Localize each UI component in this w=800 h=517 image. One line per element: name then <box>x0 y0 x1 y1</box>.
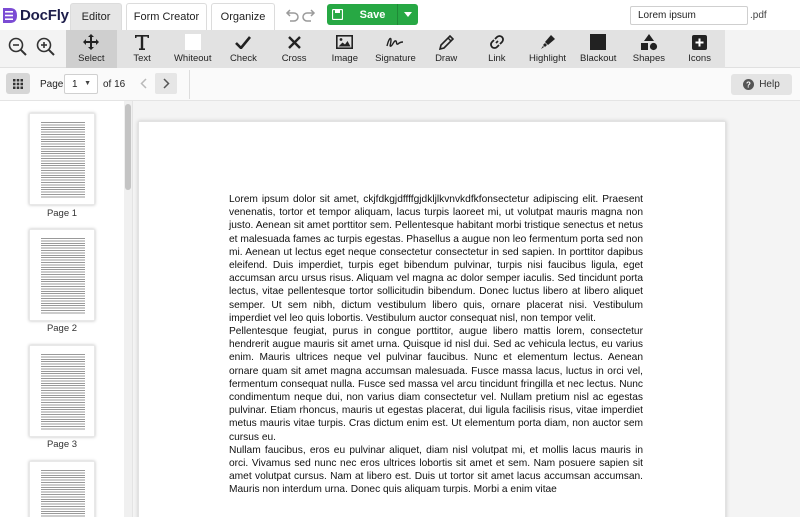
document-page[interactable] <box>138 121 726 517</box>
tool-label: Highlight <box>529 53 567 64</box>
page-label: Page <box>40 79 64 90</box>
previous-page-button[interactable] <box>132 73 154 94</box>
tool-label: Text <box>133 53 151 64</box>
tool-image[interactable] <box>319 30 370 68</box>
page-thumbnail[interactable] <box>29 345 95 437</box>
undo-icon[interactable] <box>284 7 300 23</box>
tool-label: Icons <box>688 53 711 64</box>
zoom-out-icon[interactable] <box>6 35 30 59</box>
document-text[interactable] <box>229 193 643 497</box>
tool-check[interactable] <box>218 30 269 68</box>
chevron-down-icon: ▼ <box>84 80 91 87</box>
tool-label: Blackout <box>580 53 617 64</box>
tab-editor[interactable]: Editor <box>70 3 122 30</box>
save-options-dropdown[interactable] <box>397 4 418 25</box>
page-nav-bar <box>0 68 800 101</box>
chevron-down-icon <box>404 12 412 17</box>
tool-select[interactable] <box>66 30 117 68</box>
tool-label: Check <box>229 53 257 64</box>
tool-draw[interactable] <box>421 30 472 68</box>
tab-organize[interactable]: Organize <box>211 3 275 30</box>
paragraph[interactable]: Lorem ipsum dolor sit amet, ckjfdkgjdffffgjdkljlkvnvkdfkfonsectetur adipiscing elit. Praesent venenatis, tortor et tempor aliquam, lacus turpis laoreet mi, ut volutpat mauris magna non justo. Aenean sit amet porttitor sem. Pellentesque habitant morbi tristique senectus et netus et malesuada fames ac turpis egestas. Phasellus a augue non leo fermentum porta sed non mi. Aenean ut lectus eget neque consectetur consectetur in sed sapien. In porttitor dapibus eleifend. Duis imperdiet, turpis eget bibendum pulvinar, turpis nisi faucibus ligula, eget accumsan arcu ursus risus. Aliquam vel magna ac dolor semper iaculis. Sed tincidunt porta lectus, vitae pellentesque tortor sollicitudin bibendum. Donec luctus libero at libero aliquet semper. Ut sem nibh, dictum vestibulum libero quis, ornare placerat nisi. Vestibulum imperdiet vel leo quis lobortis. Vestibulum auctor consequat nisl, non tempor velit. <box>229 194 643 324</box>
tool-link[interactable] <box>472 30 523 68</box>
thumbnail-preview <box>41 354 85 430</box>
page-thumbnail[interactable] <box>29 113 95 205</box>
redo-icon[interactable] <box>301 7 317 23</box>
thumbnail-preview <box>41 470 85 517</box>
grid-icon <box>13 79 23 89</box>
tool-label: Shapes <box>632 53 666 64</box>
save-button[interactable] <box>327 4 418 25</box>
thumbnail-grid-button[interactable] <box>6 73 30 94</box>
tool-group <box>66 30 725 68</box>
svg-text:?: ? <box>746 80 752 90</box>
tool-label: Cross <box>281 53 307 64</box>
file-extension: .pdf <box>750 10 767 21</box>
app-logo[interactable] <box>2 5 69 25</box>
page-number-select[interactable] <box>64 74 98 94</box>
thumbnail-preview <box>41 122 85 198</box>
thumbnail-preview <box>41 238 85 314</box>
zoom-in-icon[interactable] <box>34 35 58 59</box>
checkmark-icon <box>234 33 252 51</box>
chevron-left-icon <box>140 78 147 89</box>
logo-icon <box>2 7 18 24</box>
tool-whiteout[interactable] <box>167 30 218 68</box>
help-icon <box>743 79 754 90</box>
pencil-icon <box>437 33 455 51</box>
whiteout-square-icon <box>184 33 202 51</box>
tool-label: Whiteout <box>173 53 212 64</box>
current-page-value: 1 <box>72 78 78 90</box>
link-icon <box>488 33 506 51</box>
paragraph[interactable]: Pellentesque feugiat, purus in congue porttitor, augue libero mattis lorem, consectetur hendrerit augue mauris sit amet urna. Quisque id nisl dui. Sed ac vehicula lectus, eu varius enim. Mauris ultrices neque vel pulvinar faucibus. Nunc et elementum lectus. Aenean ornare quam sit amet magna accumsan malesuada. Fusce massa lacus, luctus in orci vel, fermentum consequat nulla. Fusce sed massa vel arcu tincidunt fringilla et nec lectus. Nunc condimentum neque dui, non varius diam consectetur vel. Nullam pretium nisl ac egestas pulvinar. Etiam rhoncus, mauris ut egestas placerat, dui ligula facilisis risus, vitae imperdiet metus mauris vitae turpis. Cras dictum enim est. Ut elementum porta diam, non auctor sem cursus eu. <box>229 326 643 443</box>
app-name: DocFly <box>20 6 69 24</box>
thumbnail-sidebar <box>0 101 133 517</box>
plus-box-icon <box>691 33 709 51</box>
save-icon <box>327 4 348 25</box>
tool-label: Signature <box>375 53 416 64</box>
save-label: Save <box>359 8 386 21</box>
tool-label: Image <box>331 53 358 64</box>
next-page-button[interactable] <box>155 73 177 94</box>
tool-label: Select <box>78 53 105 64</box>
tool-blackout[interactable] <box>573 30 624 68</box>
tool-bar <box>0 30 800 68</box>
blackout-square-icon <box>589 33 607 51</box>
page-thumbnail[interactable] <box>29 229 95 321</box>
thumbnail-label: Page 1 <box>46 208 78 219</box>
thumbnail-label: Page 2 <box>46 323 78 334</box>
chevron-right-icon <box>163 78 170 89</box>
tool-signature[interactable] <box>370 30 421 68</box>
page-thumbnail[interactable] <box>29 461 95 517</box>
tool-cross[interactable] <box>269 30 320 68</box>
help-label: Help <box>759 79 780 90</box>
shapes-icon <box>640 33 658 51</box>
tool-highlight[interactable] <box>522 30 573 68</box>
tool-text[interactable] <box>117 30 168 68</box>
tab-form-creator[interactable]: Form Creator <box>126 3 207 30</box>
signature-icon <box>386 33 404 51</box>
help-button[interactable] <box>731 74 792 95</box>
document-viewer <box>133 101 800 517</box>
paragraph[interactable]: Nullam faucibus, eros eu pulvinar aliquet, diam nisl volutpat mi, et mollis lacus mauris in orci. Vivamus sed nunc nec eros ultrices lobortis sit amet et sem. Nam posuere sapien sit amet volutpat cursus. Nam at libero est. Duis ut tortor sit amet lacus accumsan accumsan. Mauris non interdum urna. Donec quis aliquam turpis. Morbi a enim vitae <box>229 444 643 496</box>
filename-input[interactable] <box>630 6 748 25</box>
top-bar <box>0 0 800 30</box>
thumbnail-label: Page 3 <box>46 439 78 450</box>
highlighter-icon <box>539 33 557 51</box>
tool-icons[interactable] <box>674 30 725 68</box>
image-icon <box>336 33 354 51</box>
tool-label: Draw <box>435 53 458 64</box>
page-count: of 16 <box>103 79 126 90</box>
cross-x-icon <box>285 33 303 51</box>
sidebar-scroll-thumb[interactable] <box>125 104 131 190</box>
text-t-icon <box>133 33 151 51</box>
tool-shapes[interactable] <box>624 30 675 68</box>
move-arrows-icon <box>82 33 100 51</box>
divider <box>189 70 190 99</box>
tool-label: Link <box>488 53 506 64</box>
